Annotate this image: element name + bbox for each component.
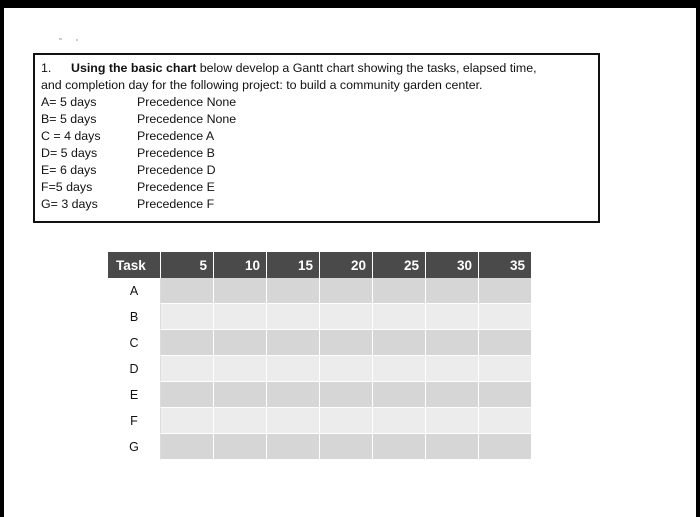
gantt-cell [426, 304, 479, 330]
gantt-cell [426, 408, 479, 434]
gantt-cell [267, 278, 320, 304]
task-row [41, 162, 590, 179]
gantt-cell [267, 408, 320, 434]
task-duration: E= 6 days [41, 163, 97, 177]
gantt-cell [479, 408, 532, 434]
gantt-cell [479, 382, 532, 408]
gantt-cell [214, 278, 267, 304]
gantt-header-tick: 5 [161, 252, 214, 278]
gantt-row-label: G [108, 434, 161, 460]
task-row [41, 196, 590, 213]
task-duration: F=5 days [41, 180, 93, 194]
gantt-row [108, 278, 532, 304]
gantt-cell [426, 382, 479, 408]
gantt-cell [373, 304, 426, 330]
gantt-cell [426, 278, 479, 304]
gantt-row [108, 408, 532, 434]
gantt-body [108, 278, 532, 460]
question-number: 1. [41, 61, 52, 75]
scan-speck [76, 39, 78, 41]
gantt-cell [373, 356, 426, 382]
gantt-header-tick: 25 [373, 252, 426, 278]
gantt-row-label: B [108, 304, 161, 330]
gantt-cell [320, 330, 373, 356]
gantt-row [108, 434, 532, 460]
gantt-row-label: E [108, 382, 161, 408]
gantt-row-label: D [108, 356, 161, 382]
scan-speck [59, 38, 62, 40]
gantt-cell [267, 356, 320, 382]
gantt-cell [161, 356, 214, 382]
question-box [33, 53, 600, 223]
gantt-cell [214, 408, 267, 434]
gantt-row-label: F [108, 408, 161, 434]
gantt-cell [320, 434, 373, 460]
gantt-cell [373, 434, 426, 460]
task-precedence: Precedence E [137, 180, 215, 194]
gantt-cell [373, 382, 426, 408]
task-row [41, 179, 590, 196]
gantt-cell [267, 434, 320, 460]
gantt-cell [373, 278, 426, 304]
task-duration: D= 5 days [41, 146, 98, 160]
gantt-cell [426, 434, 479, 460]
task-row [41, 94, 590, 111]
gantt-cell [267, 304, 320, 330]
task-precedence: Precedence None [137, 112, 237, 126]
task-precedence: Precedence B [137, 146, 215, 160]
question-bold-text: Using the basic chart [71, 61, 197, 75]
gantt-cell [479, 434, 532, 460]
gantt-row-label: A [108, 278, 161, 304]
gantt-cell [320, 382, 373, 408]
task-precedence: Precedence A [137, 129, 215, 143]
gantt-cell [320, 278, 373, 304]
gantt-cell [479, 304, 532, 330]
gantt-cell [214, 382, 267, 408]
gantt-row [108, 382, 532, 408]
task-precedence: Precedence None [137, 95, 237, 109]
gantt-cell [479, 330, 532, 356]
gantt-cell [267, 382, 320, 408]
gantt-header-task: Task [108, 252, 161, 278]
gantt-row-label: C [108, 330, 161, 356]
gantt-table [108, 252, 532, 460]
task-duration: G= 3 days [41, 197, 98, 211]
gantt-cell [214, 434, 267, 460]
gantt-cell [320, 304, 373, 330]
gantt-row [108, 356, 532, 382]
gantt-cell [267, 330, 320, 356]
gantt-cell [214, 304, 267, 330]
gantt-cell [161, 304, 214, 330]
task-row [41, 145, 590, 162]
gantt-header-tick: 15 [267, 252, 320, 278]
task-row [41, 128, 590, 145]
gantt-cell [161, 330, 214, 356]
task-duration: A= 5 days [41, 95, 97, 109]
gantt-header-tick: 35 [479, 252, 532, 278]
gantt-cell [161, 408, 214, 434]
gantt-cell [479, 356, 532, 382]
gantt-cell [161, 434, 214, 460]
question-text: below develop a Gantt chart showing the tasks, elapsed time, [196, 61, 537, 75]
gantt-cell [426, 356, 479, 382]
gantt-row [108, 304, 532, 330]
gantt-header-row [108, 252, 532, 278]
task-row [41, 111, 590, 128]
question-line-1 [41, 60, 590, 77]
task-precedence: Precedence D [137, 163, 216, 177]
gantt-cell [426, 330, 479, 356]
task-list [41, 94, 590, 213]
task-duration: B= 5 days [41, 112, 97, 126]
gantt-header-tick: 20 [320, 252, 373, 278]
gantt-row [108, 330, 532, 356]
task-precedence: Precedence F [137, 197, 215, 211]
gantt-cell [320, 408, 373, 434]
gantt-header-tick: 10 [214, 252, 267, 278]
gantt-cell [320, 356, 373, 382]
gantt-cell [214, 330, 267, 356]
gantt-header-tick: 30 [426, 252, 479, 278]
question-line-2: and completion day for the following project: to build a community garden center. [41, 78, 483, 92]
task-duration: C = 4 days [41, 129, 101, 143]
gantt-cell [479, 278, 532, 304]
gantt-cell [373, 330, 426, 356]
gantt-cell [161, 382, 214, 408]
gantt-cell [161, 278, 214, 304]
gantt-cell [373, 408, 426, 434]
gantt-cell [214, 356, 267, 382]
